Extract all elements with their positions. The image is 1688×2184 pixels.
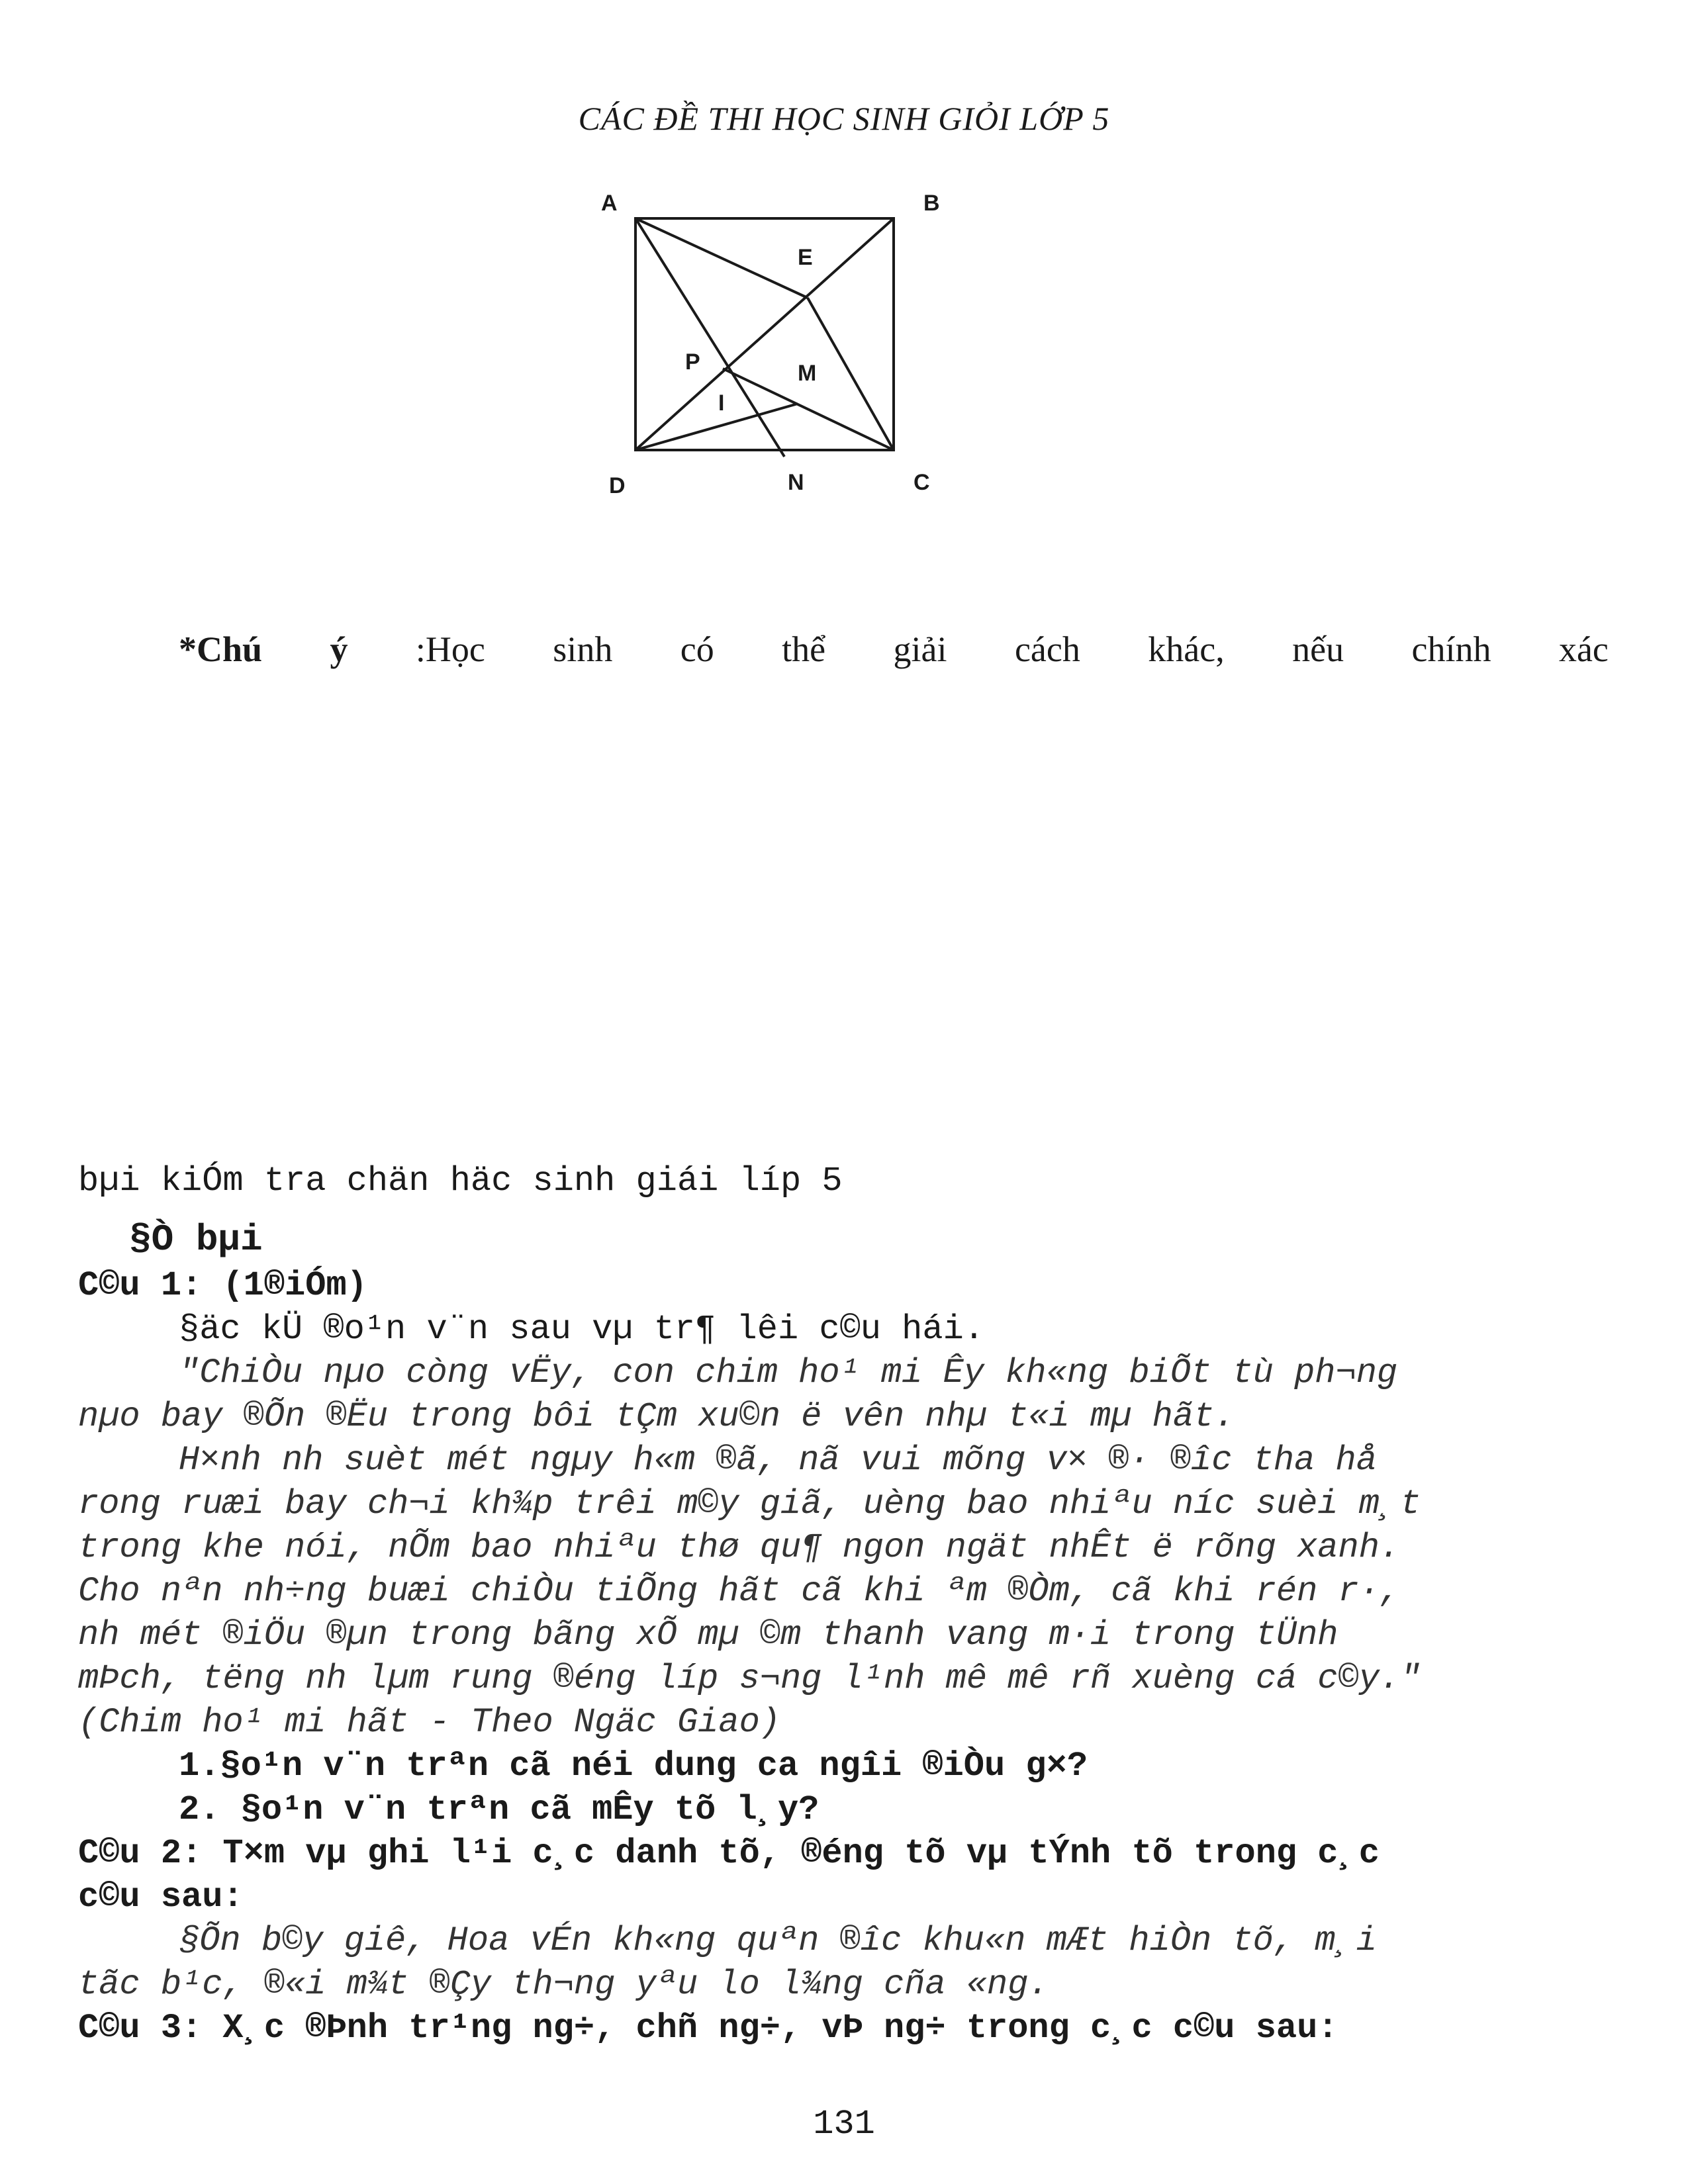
- note-word: xác: [1558, 629, 1609, 669]
- q2-heading: C©u 2: T×m vµ ghi l¹i c¸c danh tõ, ®éng tõ vµ tÝnh tõ trong c¸c: [78, 1834, 1380, 1873]
- passage-line: nh mét ®iÖu ®µn trong bãng xÕ mµ ©m thanh vang m·i trong tÜnh: [78, 1615, 1338, 1655]
- note-word: chính: [1411, 629, 1491, 669]
- note-word: sinh: [553, 629, 613, 669]
- geometry-figure: [583, 179, 953, 523]
- passage-line: nµo bay ®Õn ®Ëu trong bôi tÇm xu©n ë vên nhµ t«i mµ hãt.: [78, 1397, 1235, 1436]
- q2-heading-cont: c©u sau:: [78, 1878, 244, 1917]
- segment-ec: [808, 298, 894, 450]
- note-word: khác,: [1148, 629, 1225, 669]
- q3-heading: C©u 3: X¸c ®Þnh tr¹ng ng÷, chñ ng÷, vÞ ng÷ trong c¸c c©u sau:: [78, 2009, 1338, 2048]
- q2-sentence-cont: tãc b¹c, ®«i m¾t ®Çy th¬ng yªu lo l¾ng cña «ng.: [78, 1965, 1049, 2004]
- passage-source: (Chim ho¹ mi hãt - Theo Ngäc Giao): [78, 1703, 780, 1742]
- label-i: I: [718, 390, 725, 416]
- section-heading: §Ò bµi: [129, 1218, 263, 1261]
- note-word: giải: [893, 629, 947, 669]
- label-p: P: [685, 349, 700, 375]
- note-line: [179, 629, 1609, 670]
- q1-sub2: 2. §o¹n v¨n trªn cã mÊy tõ l¸y?: [179, 1790, 820, 1829]
- passage-line: H×nh nh suèt mét ngµy h«m ®ã, nã vui mõng v× ®· ®îc tha hå: [179, 1441, 1377, 1480]
- q1-sub1: 1.§o¹n v¨n trªn cã néi dung ca ngîi ®iÒu g×?: [179, 1747, 1088, 1786]
- segment-db: [635, 218, 894, 450]
- passage-line: mÞch, tëng nh lµm rung ®éng líp s¬ng l¹nh mê mê rñ xuèng cá c©y.": [78, 1659, 1421, 1698]
- note-word: *Chú: [179, 629, 263, 669]
- page-header: CÁC ĐỀ THI HỌC SINH GIỎI LỚP 5: [578, 100, 1110, 137]
- note-word: cách: [1014, 629, 1080, 669]
- passage-line: "ChiÒu nµo còng vËy, con chim ho¹ mi Êy kh«ng biÕt tù ph¬ng: [179, 1353, 1398, 1392]
- label-m: M: [798, 361, 817, 386]
- figure-lines: [635, 218, 894, 457]
- passage-line: Cho nªn nh÷ng buæi chiÒu tiÕng hãt cã khi ªm ®Òm, cã khi rén r·,: [78, 1572, 1401, 1611]
- label-d: D: [609, 473, 626, 498]
- q1-instruction: §äc kÜ ®o¹n v¨n sau vµ tr¶ lêi c©u hái.: [179, 1310, 984, 1349]
- exam-title: bµi kiÓm tra chän häc sinh giái líp 5: [78, 1161, 843, 1201]
- note-word: thể: [782, 629, 826, 669]
- q1-heading: C©u 1: (1®iÓm): [78, 1266, 367, 1305]
- label-a: A: [601, 191, 618, 216]
- label-b: B: [923, 191, 940, 216]
- note-word: nếu: [1292, 629, 1344, 669]
- label-c: C: [914, 470, 930, 495]
- note-word: có: [680, 629, 714, 669]
- note-word: ý: [330, 629, 348, 669]
- page-number: 131: [813, 2105, 875, 2144]
- label-n: N: [788, 470, 804, 495]
- q2-sentence: §Õn b©y giê, Hoa vÉn kh«ng quªn ®îc khu«n mÆt hiÒn tõ, m¸i: [179, 1921, 1377, 1960]
- label-e: E: [798, 245, 813, 270]
- note-word: :Học: [415, 629, 485, 669]
- passage-line: trong khe nói, nÕm bao nhiªu thø qu¶ ngon ngät nhÊt ë rõng xanh.: [78, 1528, 1401, 1567]
- passage-line: rong ruæi bay ch¬i kh¾p trêi m©y giã, uèng bao nhiªu níc suèi m¸t: [78, 1484, 1421, 1524]
